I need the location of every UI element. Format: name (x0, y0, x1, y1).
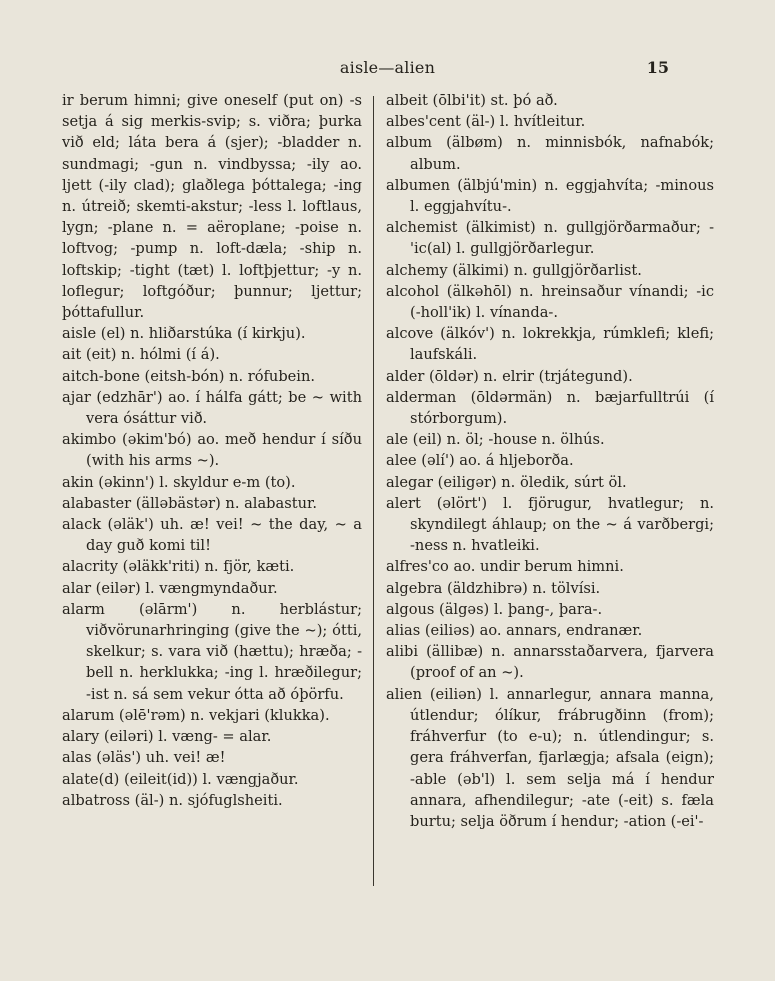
entry-alcohol: alcohol (älkəhōl) n. hreinsaður vínandi; -ic (-holl'ik) l. vínanda-. (386, 282, 714, 322)
column-divider (373, 96, 374, 886)
entry-alderman: alderman (ōldərmän) n. bæjarfulltrúi (í stórborgum). (386, 388, 714, 428)
running-head (0, 58, 775, 82)
entry-algebra: algebra (äldzhibrə) n. tölvísi. (386, 579, 601, 597)
entry-alarum: alarum (əlē'rəm) n. vekjari (klukka). (62, 706, 330, 724)
left-column (62, 90, 362, 811)
continued-entry: ir berum himni; give oneself (put on) -s setja á sig merkis-svip; s. viðra; þurka við eld; láta bera á (sjer); -bladder n. sundmagi; -gun n. vindbyssa; -ily ao. ljett (-ily clad); glaðlega þóttalega; -ing n. útreið; skemti-akstur; -less l. loftlaus, lygn; -plane n. = aëroplane; -poise n. loftvog; -pump n. loft-dæla; -ship n. loftskip; -tight (tæt) l. loftþjettur; -y n. loflegur; loftgóður; þunnur; ljettur; þóttafullur. (62, 92, 362, 322)
entry-alien: alien (eiliən) l. annarlegur, annara manna, útlendur; ólíkur, frábrugðinn (from); fráhverfur (to e-u); n. útlendingur; s. gera fráhverfan, fjarlægja; afsala (eign); -able (əb'l) l. sem selja má í hendur annara, afhendilegur; -ate (-eit) s. fæla burtu; selja öðrum í hendur; -ation (-ei'- (386, 685, 714, 830)
entry-aisle: aisle (el) n. hliðarstúka (í kirkju). (62, 325, 306, 343)
entry-alchemist: alchemist (älkimist) n. gullgjörðarmaður; -'ic(al) l. gullgjörðarlegur. (386, 219, 714, 258)
entry-ajar: ajar (edzhār') ao. í hálfa gátt; be ~ with vera ósáttur við. (62, 388, 362, 428)
entry-alert: alert (əlört') l. fjörugur, hvatlegur; n. skyndilegt áhlaup; on the ~ á varðbergi; -ness n. hvatleiki. (386, 494, 714, 555)
entry-alibi: alibi (ällibæ) n. annarsstaðarvera, fjarvera (proof of an ~). (386, 643, 714, 682)
entry-alarm: alarm (əlārm') n. herblástur; viðvörunarhringing (give the ~); ótti, skelkur; s. vara við (hættu); hræða; -bell n. herklukka; -ing l. hræðilegur; -ist n. sá sem vekur ótta að óþörfu. (62, 600, 362, 703)
entry-aitch-bone: aitch-bone (eitsh-bón) n. rófubein. (62, 367, 316, 385)
entry-algous: algous (älgəs) l. þang-, þara-. (386, 600, 603, 618)
entry-album: album (älbøm) n. minnisbók, nafnabók; album. (386, 134, 714, 173)
entry-alack: alack (əläk') uh. æ! vei! ~ the day, ~ a day guð komi til! (62, 516, 362, 555)
entry-ait: ait (eit) n. hólmi (í á). (62, 346, 220, 364)
entry-alegar: alegar (eiligər) n. öledik, súrt öl. (386, 473, 627, 491)
entry-alary: alary (eiləri) l. væng- = alar. (62, 728, 272, 746)
entry-albescent: albes'cent (äl-) l. hvítleitur. (386, 113, 586, 131)
entry-alchemy: alchemy (älkimi) n. gullgjörðarlist. (386, 261, 642, 279)
entry-alias: alias (eiliəs) ao. annars, endranær. (386, 622, 643, 640)
page-title: aisle—alien (339, 58, 436, 77)
entry-alated: alate(d) (eileit(id)) l. vængjaður. (62, 770, 299, 788)
entry-ale: ale (eil) n. öl; -house n. ölhús. (386, 431, 605, 449)
entry-albeit: albeit (ōlbi'it) st. þó að. (386, 92, 558, 109)
entry-albatross: albatross (äl-) n. sjófuglsheiti. (62, 791, 283, 809)
entry-albumen: albumen (älbjú'min) n. eggjahvíta; -minous l. eggjahvítu-. (386, 176, 714, 216)
entry-akin: akin (əkinn') l. skyldur e-m (to). (62, 473, 296, 491)
entry-alas: alas (əläs') uh. vei! æ! (62, 749, 226, 767)
entry-alabaster: alabaster (älləbästər) n. alabastur. (62, 494, 317, 512)
entry-alfresco: alfres'co ao. undir berum himni. (386, 558, 624, 576)
entry-alee: alee (əlí') ao. á hljeborða. (386, 452, 574, 470)
entry-alder: alder (ōldər) n. elrir (trjátegund). (386, 367, 633, 385)
entry-akimbo: akimbo (əkim'bó) ao. með hendur í síðu (with his arms ~). (62, 431, 362, 470)
entry-alacrity: alacrity (əläkk'riti) n. fjör, kæti. (62, 558, 295, 576)
entry-alcove: alcove (älkóv') n. lokrekkja, rúmklefi; klefi; laufskáli. (386, 325, 714, 364)
right-column (386, 90, 714, 832)
page-number: 15 (646, 58, 669, 77)
entry-alar: alar (eilər) l. vængmyndaður. (62, 579, 278, 597)
